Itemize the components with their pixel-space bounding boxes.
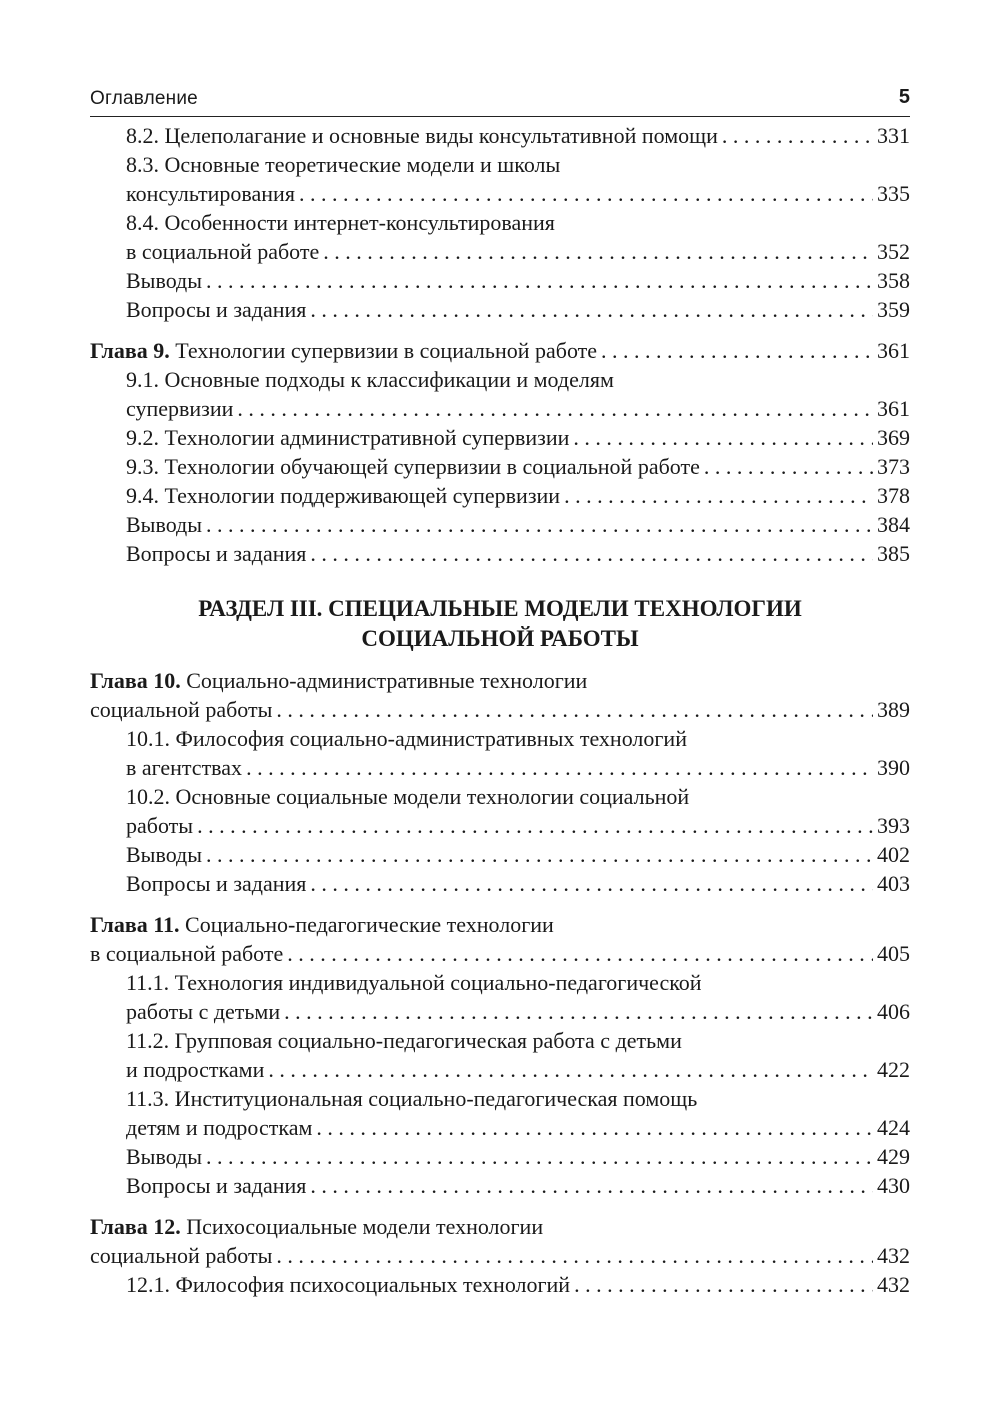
- toc-page-number: 402: [877, 842, 910, 867]
- toc-page-number: 430: [877, 1173, 910, 1198]
- dot-leader: [206, 840, 873, 869]
- toc-page-number: 361: [877, 338, 910, 363]
- dot-leader: [310, 295, 873, 324]
- page: [90, 84, 910, 1311]
- dot-leader: [206, 266, 873, 295]
- dot-leader: [276, 1241, 873, 1270]
- toc-page-number: 358: [877, 268, 910, 293]
- toc-entry[interactable]: Вопросы и задания . . . 430: [90, 1171, 910, 1200]
- toc-page-number: 422: [877, 1057, 910, 1082]
- toc-page-number: 385: [877, 541, 910, 566]
- toc-entry[interactable]: Вопросы и задания . . . 385: [90, 539, 910, 568]
- toc-entry[interactable]: Выводы . . . 384: [90, 510, 910, 539]
- toc-entry[interactable]: 8.2. Целеполагание и основные виды консультативной помощи . . . 331: [90, 121, 910, 150]
- toc-page-number: 405: [877, 941, 910, 966]
- dot-leader: [722, 121, 873, 150]
- toc-entry[interactable]: Вопросы и задания . . . 403: [90, 869, 910, 898]
- toc-page-number: 359: [877, 297, 910, 322]
- table-of-contents: [90, 121, 910, 1299]
- chapter-label: Глава 11.: [90, 912, 180, 937]
- section-heading: РАЗДЕЛ III. СПЕЦИАЛЬНЫЕ МОДЕЛИ ТЕХНОЛОГИИ СОЦИАЛЬНОЙ РАБОТЫ: [198, 596, 802, 651]
- toc-chapter-entry[interactable]: Глава 9. Технологии супервизии в социальной работе . . . 361: [90, 336, 910, 365]
- toc-page-number: 369: [877, 425, 910, 450]
- toc-block-chapter-12: [90, 1212, 910, 1299]
- toc-page-number: 378: [877, 483, 910, 508]
- toc-entry[interactable]: детям и подросткам . . . 424: [90, 1113, 910, 1142]
- chapter-label: Глава 10.: [90, 668, 181, 693]
- toc-block-chapter-9: [90, 336, 910, 568]
- running-header: [90, 84, 910, 117]
- toc-page-number: 432: [877, 1272, 910, 1297]
- toc-entry[interactable]: 11.2. Групповая социально-педагогическая работа с детьми: [126, 1028, 682, 1053]
- dot-leader: [601, 336, 873, 365]
- toc-page-number: 393: [877, 813, 910, 838]
- dot-leader: [276, 695, 873, 724]
- toc-chapter-entry[interactable]: Глава 12. Психосоциальные модели технологии: [90, 1214, 544, 1239]
- toc-entry[interactable]: 11.1. Технология индивидуальной социально-педагогической: [126, 970, 702, 995]
- toc-entry[interactable]: в социальной работе . . . 352: [90, 237, 910, 266]
- dot-leader: [310, 1171, 873, 1200]
- toc-chapter-entry[interactable]: социальной работы . . . 389: [90, 695, 910, 724]
- toc-entry[interactable]: 9.1. Основные подходы к классификации и моделям: [126, 367, 614, 392]
- header-label: Оглавление: [90, 88, 198, 109]
- toc-page-number: 403: [877, 871, 910, 896]
- toc-entry[interactable]: 10.1. Философия социально-административных технологий: [126, 726, 687, 751]
- dot-leader: [237, 394, 873, 423]
- toc-entry[interactable]: и подростками . . . 422: [90, 1055, 910, 1084]
- chapter-label: Глава 9.: [90, 338, 170, 363]
- dot-leader: [564, 481, 873, 510]
- toc-entry[interactable]: Выводы . . . 402: [90, 840, 910, 869]
- dot-leader: [310, 869, 873, 898]
- toc-page-number: 335: [877, 181, 910, 206]
- toc-page-number: 384: [877, 512, 910, 537]
- toc-entry[interactable]: Выводы . . . 429: [90, 1142, 910, 1171]
- dot-leader: [206, 510, 873, 539]
- toc-page-number: 432: [877, 1243, 910, 1268]
- toc-entry[interactable]: 9.2. Технологии административной супервизии . . . 369: [90, 423, 910, 452]
- toc-page-number: 424: [877, 1115, 910, 1140]
- dot-leader: [246, 753, 873, 782]
- toc-entry[interactable]: работы с детьми . . . 406: [90, 997, 910, 1026]
- toc-entry[interactable]: 12.1. Философия психосоциальных технологий . . . 432: [90, 1270, 910, 1299]
- toc-page-number: 331: [877, 123, 910, 148]
- toc-entry[interactable]: Выводы . . . 358: [90, 266, 910, 295]
- dot-leader: [268, 1055, 873, 1084]
- toc-page-number: 373: [877, 454, 910, 479]
- toc-page-number: 390: [877, 755, 910, 780]
- dot-leader: [316, 1113, 873, 1142]
- dot-leader: [574, 1270, 873, 1299]
- dot-leader: [310, 539, 873, 568]
- dot-leader: [323, 237, 873, 266]
- toc-chapter-entry[interactable]: Глава 10. Социально-административные технологии: [90, 668, 588, 693]
- toc-page-number: 361: [877, 396, 910, 421]
- toc-block-chapter-10: [90, 666, 910, 898]
- toc-entry[interactable]: в агентствах . . . 390: [90, 753, 910, 782]
- dot-leader: [287, 939, 873, 968]
- dot-leader: [197, 811, 873, 840]
- toc-entry[interactable]: 9.4. Технологии поддерживающей супервизии . . . 378: [90, 481, 910, 510]
- toc-chapter-entry[interactable]: в социальной работе . . . 405: [90, 939, 910, 968]
- toc-entry[interactable]: 9.3. Технологии обучающей супервизии в социальной работе . . . 373: [90, 452, 910, 481]
- toc-entry[interactable]: Вопросы и задания . . . 359: [90, 295, 910, 324]
- dot-leader: [704, 452, 873, 481]
- chapter-label: Глава 12.: [90, 1214, 181, 1239]
- toc-entry[interactable]: супервизии . . . 361: [90, 394, 910, 423]
- toc-page-number: 429: [877, 1144, 910, 1169]
- toc-page-number: 389: [877, 697, 910, 722]
- toc-chapter-entry[interactable]: Глава 11. Социально-педагогические технологии: [90, 912, 554, 937]
- toc-entry[interactable]: 8.4. Особенности интернет-консультирования: [126, 210, 555, 235]
- toc-entry[interactable]: консультирования . . . 335: [90, 179, 910, 208]
- toc-page-number: 352: [877, 239, 910, 264]
- toc-block-chapter-11: [90, 910, 910, 1200]
- toc-entry[interactable]: 8.3. Основные теоретические модели и школы: [126, 152, 561, 177]
- toc-block-chapter-8: [90, 121, 910, 324]
- dot-leader: [206, 1142, 873, 1171]
- dot-leader: [573, 423, 873, 452]
- toc-chapter-entry[interactable]: социальной работы . . . 432: [90, 1241, 910, 1270]
- dot-leader: [299, 179, 873, 208]
- toc-entry[interactable]: 10.2. Основные социальные модели технологии социальной: [126, 784, 690, 809]
- toc-entry[interactable]: работы . . . 393: [90, 811, 910, 840]
- page-number: 5: [898, 86, 910, 108]
- dot-leader: [284, 997, 873, 1026]
- toc-entry[interactable]: 11.3. Институциональная социально-педагогическая помощь: [126, 1086, 698, 1111]
- toc-page-number: 406: [877, 999, 910, 1024]
